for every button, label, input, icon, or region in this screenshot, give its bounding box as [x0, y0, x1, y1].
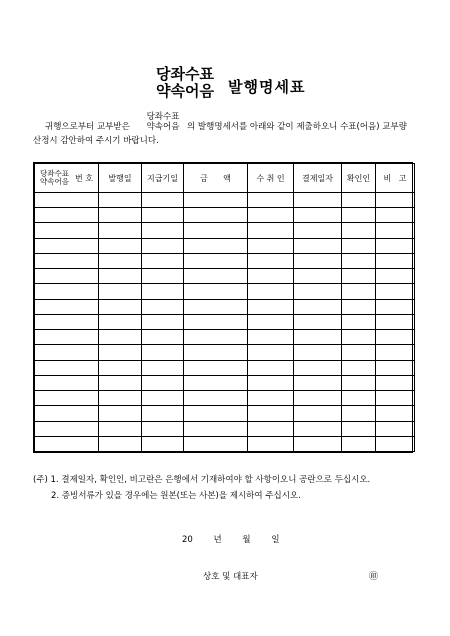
table-cell	[142, 208, 184, 223]
table-cell	[142, 284, 184, 299]
header-settlement-date: 결제일자	[294, 164, 342, 193]
table-cell	[142, 299, 184, 314]
table-cell	[35, 375, 99, 390]
table-cell	[294, 193, 342, 208]
header-amount: 금 액	[184, 164, 248, 193]
table-cell	[184, 299, 248, 314]
table-cell	[184, 436, 248, 451]
table-cell	[99, 345, 142, 360]
table-cell	[248, 269, 294, 284]
table-cell	[342, 193, 376, 208]
table-cell	[184, 193, 248, 208]
table-cell	[184, 375, 248, 390]
table-cell	[294, 223, 342, 238]
table-cell	[342, 238, 376, 253]
table-cell	[342, 436, 376, 451]
table-cell	[99, 284, 142, 299]
table-cell	[294, 330, 342, 345]
table-cell	[294, 314, 342, 329]
table-cell	[142, 193, 184, 208]
table-cell	[99, 299, 142, 314]
table-cell	[376, 330, 415, 345]
table-cell	[248, 284, 294, 299]
table-cell	[35, 391, 99, 406]
header-payee: 수 취 인	[248, 164, 294, 193]
table-cell	[184, 314, 248, 329]
table-cell	[248, 406, 294, 421]
intro-suffix: 의 발행명세서를 아래와 같이 제출하오니 수표(어음) 교부량	[187, 122, 407, 132]
table-cell	[248, 299, 294, 314]
intro-note-label: 약속어음	[146, 122, 180, 132]
table-cell	[342, 284, 376, 299]
table-cell	[142, 314, 184, 329]
note-1: (주) 1. 결제일자, 확인인, 비고란은 은행에서 기재하여야 할 사항이오니 공란으로 두십시오.	[33, 475, 371, 485]
title-main-label: 발행명세표	[228, 78, 306, 96]
table-cell	[294, 238, 342, 253]
table-cell	[184, 208, 248, 223]
table-cell	[248, 360, 294, 375]
table-cell	[342, 375, 376, 390]
header-note-label: 약속어음	[40, 177, 69, 186]
table-cell	[142, 391, 184, 406]
table-cell	[342, 269, 376, 284]
table-cell	[376, 253, 415, 268]
table-cell	[376, 193, 415, 208]
table-row	[35, 238, 415, 253]
table-cell	[376, 406, 415, 421]
table-cell	[35, 208, 99, 223]
table-cell	[248, 314, 294, 329]
table-cell	[376, 345, 415, 360]
table-cell	[248, 345, 294, 360]
table-cell	[342, 421, 376, 436]
notes	[33, 472, 370, 504]
table-row	[35, 406, 415, 421]
table-cell	[184, 284, 248, 299]
table-cell	[35, 345, 99, 360]
table-cell	[294, 421, 342, 436]
signer-label: 상호 및 대표자	[203, 572, 258, 582]
table-cell	[99, 375, 142, 390]
table-cell	[376, 360, 415, 375]
table-cell	[294, 345, 342, 360]
table-cell	[184, 223, 248, 238]
table-cell	[248, 391, 294, 406]
table-cell	[35, 330, 99, 345]
table-row	[35, 345, 415, 360]
table-cell	[294, 436, 342, 451]
table-cell	[342, 208, 376, 223]
table-cell	[142, 330, 184, 345]
table-cell	[342, 299, 376, 314]
table-cell	[184, 406, 248, 421]
table-row	[35, 436, 415, 451]
intro-check-label: 당좌수표	[146, 112, 180, 122]
table-cell	[294, 391, 342, 406]
table-cell	[342, 345, 376, 360]
table-row	[35, 391, 415, 406]
table-cell	[376, 421, 415, 436]
table-cell	[35, 269, 99, 284]
table-row	[35, 253, 415, 268]
table-cell	[376, 284, 415, 299]
table-cell	[142, 436, 184, 451]
table-cell	[99, 406, 142, 421]
table-row	[35, 375, 415, 390]
table-row	[35, 314, 415, 329]
table-cell	[184, 421, 248, 436]
table-cell	[142, 238, 184, 253]
table-cell	[294, 284, 342, 299]
table-cell	[294, 406, 342, 421]
table-cell	[248, 193, 294, 208]
title-check-label: 당좌수표	[156, 65, 214, 83]
table-cell	[376, 375, 415, 390]
table-cell	[35, 421, 99, 436]
table-cell	[294, 208, 342, 223]
table-cell	[35, 314, 99, 329]
table-cell	[248, 238, 294, 253]
table-cell	[142, 375, 184, 390]
table-cell	[99, 314, 142, 329]
table-cell	[35, 406, 99, 421]
table-cell	[248, 436, 294, 451]
table-cell	[99, 269, 142, 284]
table-cell	[184, 269, 248, 284]
table-cell	[99, 360, 142, 375]
table-cell	[35, 360, 99, 375]
table-cell	[99, 436, 142, 451]
header-number-label: 번 호	[74, 173, 93, 183]
table-cell	[248, 223, 294, 238]
table-cell	[342, 223, 376, 238]
table-cell	[99, 253, 142, 268]
table-cell	[248, 208, 294, 223]
table-cell	[248, 330, 294, 345]
table-cell	[99, 391, 142, 406]
table-row	[35, 193, 415, 208]
table-cell	[376, 299, 415, 314]
table-cell	[184, 391, 248, 406]
table-cell	[99, 421, 142, 436]
table-cell	[376, 238, 415, 253]
table-cell	[342, 360, 376, 375]
table-cell	[142, 406, 184, 421]
table-cell	[294, 375, 342, 390]
table-cell	[99, 330, 142, 345]
table-cell	[35, 223, 99, 238]
table-row	[35, 299, 415, 314]
table-row	[35, 421, 415, 436]
table-cell	[184, 253, 248, 268]
header-confirm-seal: 확인인	[342, 164, 376, 193]
intro-line2: 산정시 감안하여 주시기 바랍니다.	[33, 136, 159, 146]
table-cell	[342, 406, 376, 421]
table-header-row	[35, 164, 415, 193]
table-cell	[142, 360, 184, 375]
table-cell	[342, 391, 376, 406]
table-row	[35, 330, 415, 345]
table-row	[35, 360, 415, 375]
seal-mark: ㊞	[369, 572, 379, 582]
table-cell	[35, 284, 99, 299]
table-cell	[376, 269, 415, 284]
table-cell	[142, 253, 184, 268]
table-cell	[376, 208, 415, 223]
intro-type-stack	[143, 112, 183, 132]
table-cell	[376, 314, 415, 329]
table-cell	[248, 421, 294, 436]
header-due-date: 지급기일	[142, 164, 184, 193]
table-cell	[184, 238, 248, 253]
table-cell	[99, 208, 142, 223]
header-number	[35, 164, 99, 193]
table-cell	[142, 345, 184, 360]
header-check-label: 당좌수표	[40, 169, 69, 178]
table-cell	[35, 238, 99, 253]
document-title	[0, 66, 450, 106]
table-cell	[184, 330, 248, 345]
table-cell	[294, 269, 342, 284]
table-cell	[294, 299, 342, 314]
table-cell	[376, 223, 415, 238]
table-cell	[99, 193, 142, 208]
header-remarks: 비 고	[376, 164, 415, 193]
issuance-table	[33, 162, 413, 453]
table-cell	[142, 269, 184, 284]
table-cell	[35, 253, 99, 268]
table-cell	[342, 330, 376, 345]
date-line: 20 년 월 일	[182, 535, 280, 545]
table-cell	[248, 253, 294, 268]
table-cell	[99, 223, 142, 238]
table-cell	[35, 299, 99, 314]
intro-prefix: 귀행으로부터 교부받은	[45, 122, 130, 132]
table-row	[35, 284, 415, 299]
table-cell	[142, 421, 184, 436]
header-issue-date: 발행일	[99, 164, 142, 193]
table-cell	[376, 391, 415, 406]
title-note-label: 약속어음	[156, 82, 214, 100]
table-cell	[184, 360, 248, 375]
table-cell	[35, 193, 99, 208]
table-cell	[142, 223, 184, 238]
table-cell	[342, 314, 376, 329]
title-type-stack	[145, 66, 225, 100]
table-cell	[342, 253, 376, 268]
table-cell	[376, 436, 415, 451]
table-row	[35, 223, 415, 238]
table-cell	[35, 436, 99, 451]
table-cell	[248, 375, 294, 390]
table-cell	[184, 345, 248, 360]
table-cell	[294, 360, 342, 375]
note-2: 2. 증빙서류가 있을 경우에는 원본(또는 사본)을 제시하여 주십시오.	[51, 491, 301, 501]
table-row	[35, 269, 415, 284]
table-cell	[99, 238, 142, 253]
table-cell	[294, 253, 342, 268]
table-row	[35, 208, 415, 223]
